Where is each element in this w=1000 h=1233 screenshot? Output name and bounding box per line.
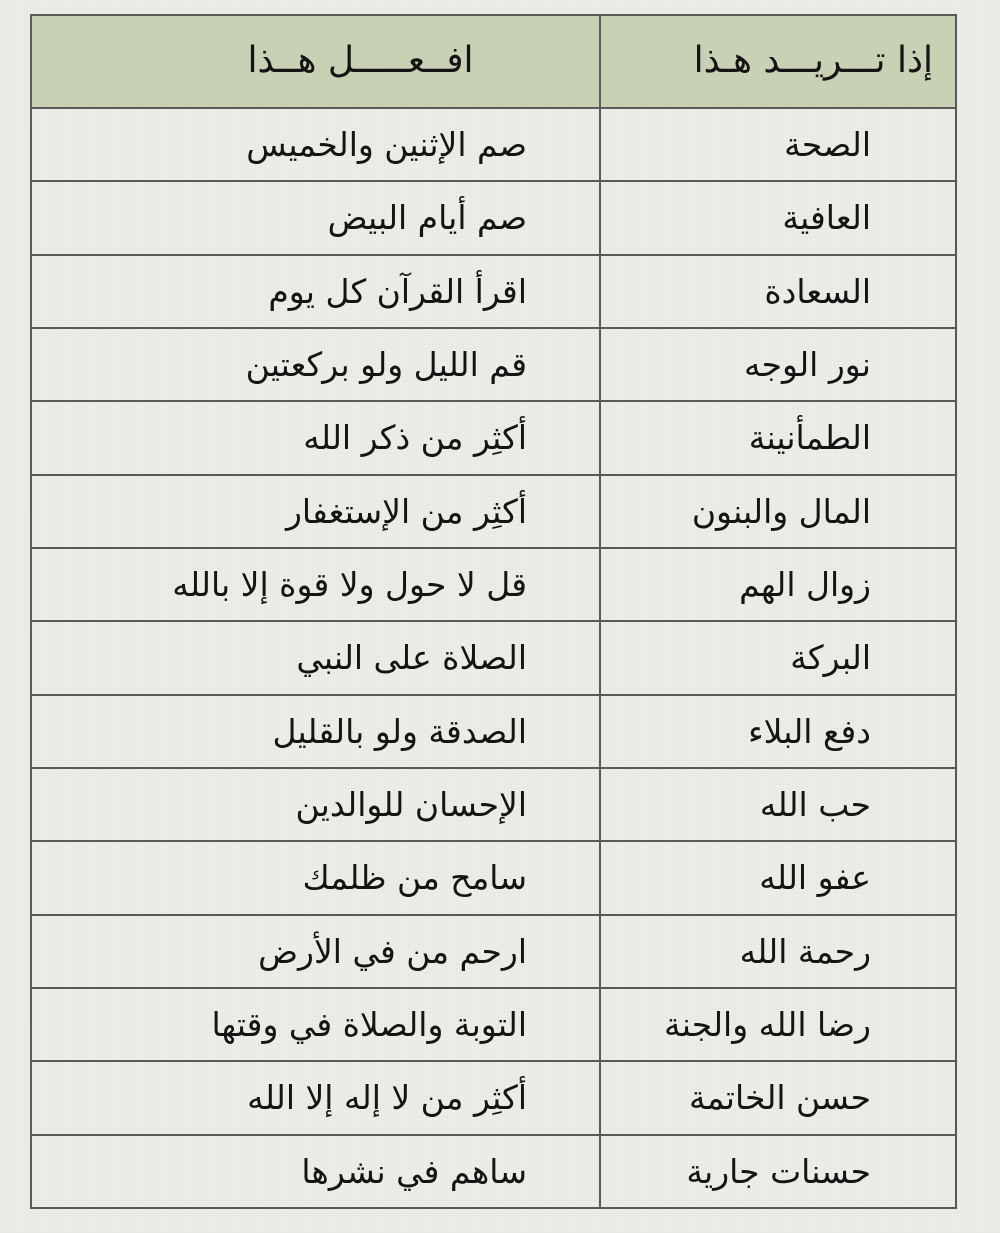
table-row xyxy=(31,108,956,181)
want-cell xyxy=(600,695,956,768)
want-text: نور الوجه xyxy=(743,345,871,385)
want-text: البركة xyxy=(790,638,871,678)
table-row xyxy=(31,695,956,768)
want-cell xyxy=(600,328,956,401)
table-row xyxy=(31,915,956,988)
do-text: قل لا حول ولا قوة إلا بالله xyxy=(172,565,527,605)
do-text: الصلاة على النبي xyxy=(296,638,527,678)
table-row xyxy=(31,1061,956,1134)
do-text: أكثِر من لا إله إلا الله xyxy=(247,1078,527,1118)
want-cell xyxy=(600,1135,956,1208)
table-row xyxy=(31,181,956,254)
do-text: قم الليل ولو بركعتين xyxy=(245,345,527,385)
table-row xyxy=(31,841,956,914)
want-cell xyxy=(600,108,956,181)
want-cell xyxy=(600,475,956,548)
want-text: رضا الله والجنة xyxy=(664,1005,871,1045)
want-cell xyxy=(600,915,956,988)
do-cell xyxy=(31,768,600,841)
do-cell xyxy=(31,475,600,548)
want-cell xyxy=(600,401,956,474)
table-row xyxy=(31,255,956,328)
want-text: زوال الهم xyxy=(739,565,871,605)
table-row xyxy=(31,475,956,548)
want-text: العافية xyxy=(782,198,871,238)
want-text: السعادة xyxy=(764,271,871,311)
do-text: صم الإثنين والخميس xyxy=(246,125,527,165)
want-cell xyxy=(600,768,956,841)
do-cell xyxy=(31,841,600,914)
header-do-label: افــعـــــل هــذا xyxy=(247,40,474,82)
do-text: التوبة والصلاة في وقتها xyxy=(211,1005,527,1045)
header-cell-do xyxy=(31,15,600,108)
do-text: الإحسان للوالدين xyxy=(295,785,527,825)
want-cell xyxy=(600,841,956,914)
table-row xyxy=(31,328,956,401)
do-cell xyxy=(31,988,600,1061)
do-text: الصدقة ولو بالقليل xyxy=(272,711,527,751)
table-row xyxy=(31,401,956,474)
want-text: حب الله xyxy=(759,785,871,825)
do-text: أكثِر من الإستغفار xyxy=(285,491,527,531)
do-cell xyxy=(31,328,600,401)
do-cell xyxy=(31,548,600,621)
want-cell xyxy=(600,621,956,694)
want-text: المال والبنون xyxy=(691,491,871,531)
do-text: ساهم في نشرها xyxy=(301,1151,527,1191)
do-text: أكثِر من ذكر الله xyxy=(303,418,527,458)
want-text: دفع البلاء xyxy=(748,711,871,751)
header-cell-want xyxy=(600,15,956,108)
do-text: ارحم من في الأرض xyxy=(258,931,527,971)
do-cell xyxy=(31,401,600,474)
table-row xyxy=(31,548,956,621)
want-cell xyxy=(600,255,956,328)
want-text: رحمة الله xyxy=(739,931,871,971)
do-cell xyxy=(31,108,600,181)
do-cell xyxy=(31,915,600,988)
table-row xyxy=(31,988,956,1061)
do-cell xyxy=(31,1061,600,1134)
table-row xyxy=(31,621,956,694)
do-cell xyxy=(31,695,600,768)
table-row xyxy=(31,768,956,841)
do-text: سامح من ظلمك xyxy=(302,858,527,898)
do-cell xyxy=(31,1135,600,1208)
table-row xyxy=(31,1135,956,1208)
do-cell xyxy=(31,181,600,254)
want-cell xyxy=(600,181,956,254)
want-text: الصحة xyxy=(784,125,871,165)
do-cell xyxy=(31,255,600,328)
want-text: حسنات جارية xyxy=(686,1151,871,1191)
want-text: عفو الله xyxy=(759,858,871,898)
advice-table xyxy=(30,14,957,1209)
do-cell xyxy=(31,621,600,694)
want-cell xyxy=(600,548,956,621)
header-want-label: إذا تـــريـــد هـذا xyxy=(693,40,933,82)
want-text: حسن الخاتمة xyxy=(689,1078,871,1118)
want-cell xyxy=(600,1061,956,1134)
table-header-row xyxy=(31,15,956,108)
do-text: اقرأ القرآن كل يوم xyxy=(268,271,527,311)
want-cell xyxy=(600,988,956,1061)
want-text: الطمأنينة xyxy=(748,418,871,458)
do-text: صم أيام البيض xyxy=(327,198,527,238)
